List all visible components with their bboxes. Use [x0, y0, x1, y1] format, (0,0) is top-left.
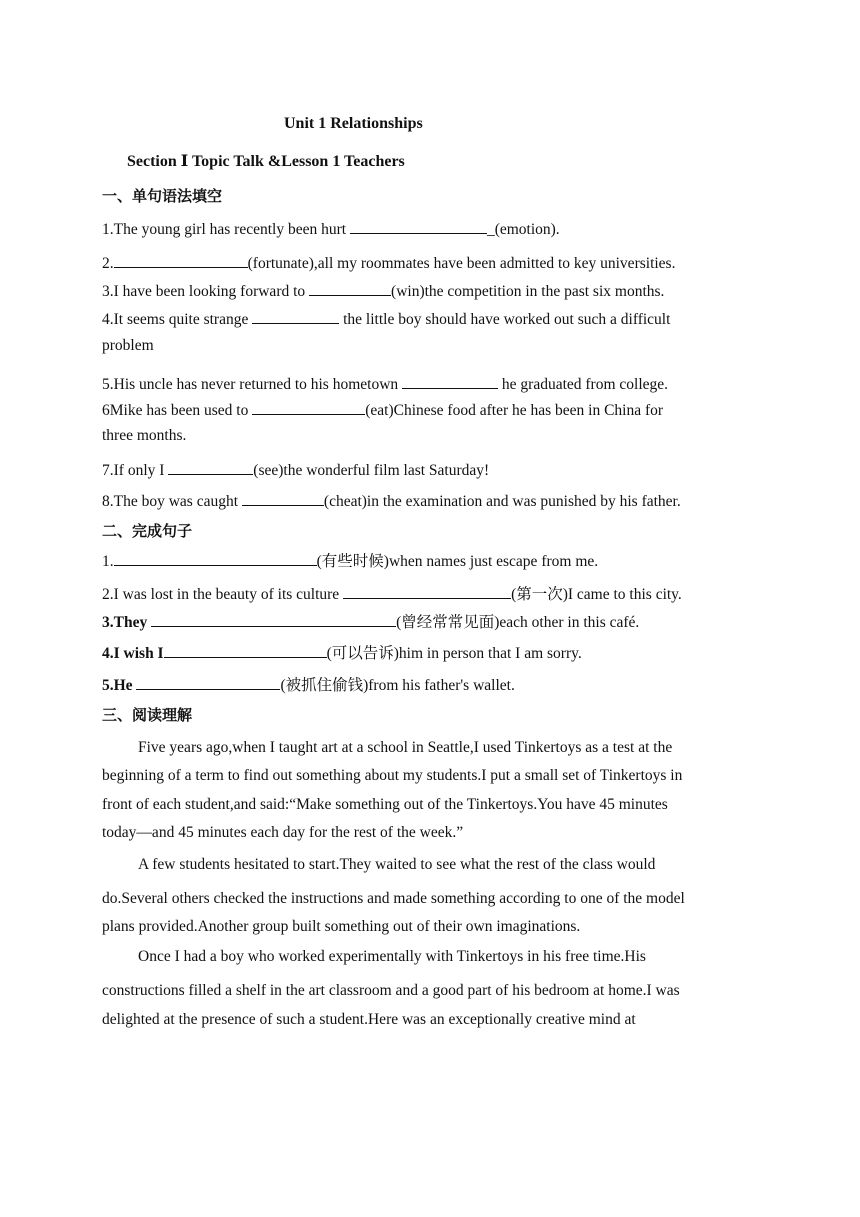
section-heading-translation: 二、完成句子 [102, 522, 193, 540]
grammar-question-6-cont: three months. [102, 427, 187, 444]
reading-line: front of each student,and said:“Make something out of the Tinkertoys.You have 45 minutes [102, 796, 668, 813]
reading-line: A few students hesitated to start.They waited to see what the rest of the class would [138, 856, 656, 873]
reading-line: today—and 45 minutes each day for the rest of the week.” [102, 824, 464, 841]
reading-line: Once I had a boy who worked experimentally with Tinkertoys in his free time.His [138, 948, 646, 965]
answer-blank[interactable] [168, 459, 253, 475]
section-heading-grammar: 一、单句语法填空 [102, 187, 223, 205]
reading-line: constructions filled a shelf in the art classroom and a good part of his bedroom at home.I was [102, 982, 680, 999]
answer-blank[interactable] [242, 490, 324, 506]
grammar-question-2: 2. (fortunate),all my roommates have been admitted to key universities. [102, 252, 675, 274]
answer-blank[interactable] [350, 218, 487, 234]
answer-blank[interactable] [136, 674, 280, 690]
grammar-question-8: 8.The boy was caught (cheat)in the examination and was punished by his father. [102, 490, 681, 512]
reading-line: Five years ago,when I taught art at a school in Seattle,I used Tinkertoys as a test at the [138, 739, 673, 756]
translation-question-1: 1. (有些时候)when names just escape from me. [102, 550, 598, 572]
grammar-question-7: 7.If only I (see)the wonderful film last Saturday! [102, 459, 489, 481]
answer-blank[interactable] [402, 373, 498, 389]
answer-blank[interactable] [252, 399, 365, 415]
page-title: Unit 1 Relationships [284, 115, 423, 132]
reading-line: delighted at the presence of such a student.Here was an exceptionally creative mind at [102, 1011, 636, 1028]
answer-blank[interactable] [114, 550, 317, 566]
grammar-question-5: 5.His uncle has never returned to his hometown he graduated from college. [102, 373, 668, 395]
reading-line: plans provided.Another group built something out of their own imaginations. [102, 918, 581, 935]
section-subtitle: Section Ⅰ Topic Talk &Lesson 1 Teachers [127, 153, 405, 170]
reading-line: beginning of a term to find out something about my students.I put a small set of Tinkertoys in [102, 767, 683, 784]
grammar-question-3: 3.I have been looking forward to (win)the competition in the past six months. [102, 280, 664, 302]
answer-blank[interactable] [343, 583, 511, 599]
answer-blank[interactable] [252, 308, 339, 324]
translation-question-5: 5.He (被抓住偷钱)from his father's wallet. [102, 674, 515, 696]
answer-blank[interactable] [151, 611, 396, 627]
answer-blank[interactable] [114, 252, 248, 268]
translation-question-3: 3.They (曾经常常见面)each other in this café. [102, 611, 639, 633]
reading-line: do.Several others checked the instructions and made something according to one of the model [102, 890, 685, 907]
grammar-question-4-cont: problem [102, 337, 154, 354]
answer-blank[interactable] [164, 642, 327, 658]
grammar-question-6: 6Mike has been used to (eat)Chinese food after he has been in China for [102, 399, 663, 421]
translation-question-2: 2.I was lost in the beauty of its culture (第一次)I came to this city. [102, 583, 682, 605]
grammar-question-1: 1.The young girl has recently been hurt _(emotion). [102, 218, 560, 240]
answer-blank[interactable] [309, 280, 391, 296]
translation-question-4: 4.I wish I (可以告诉)him in person that I am sorry. [102, 642, 582, 664]
grammar-question-4: 4.It seems quite strange the little boy should have worked out such a difficult [102, 308, 670, 330]
section-heading-reading: 三、阅读理解 [102, 706, 193, 724]
